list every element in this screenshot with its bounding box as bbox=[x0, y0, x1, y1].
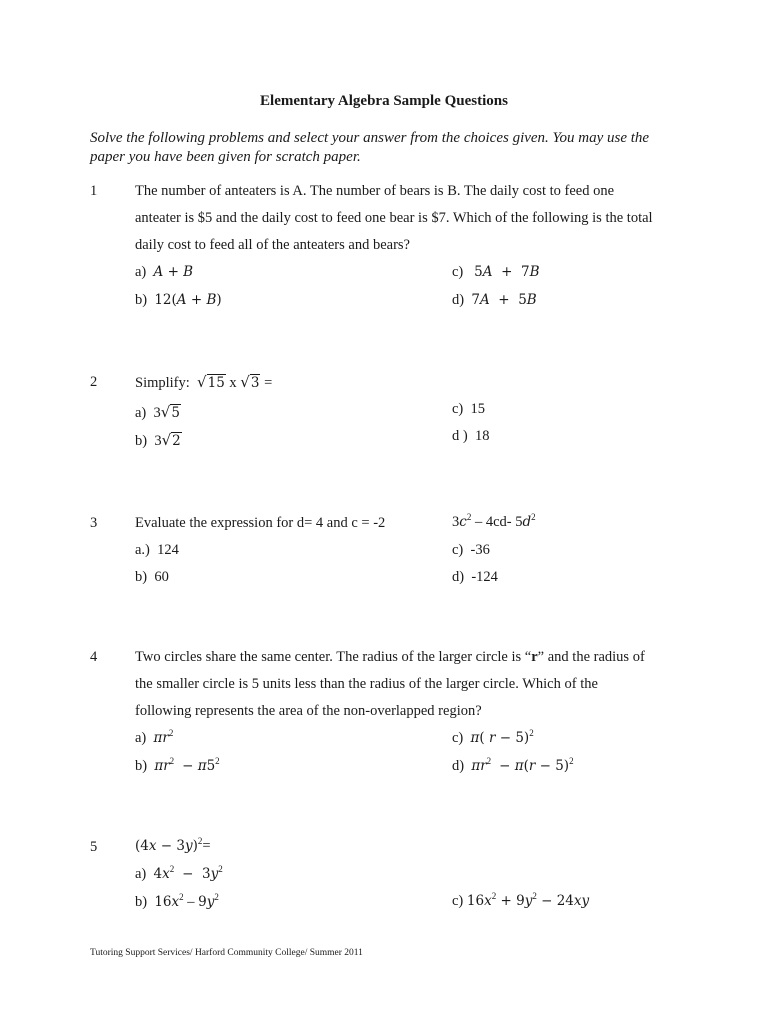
question-text-line: Two circles share the same center. The radius of the larger circle is “r” and the radius of bbox=[135, 649, 645, 665]
expression: $3c^2 - 4cd-$ $5d^2$ bbox=[452, 512, 536, 530]
instructions-line-1: Solve the following problems and select your answer from the choices given. You may use the bbox=[90, 130, 650, 146]
choice-label: c) bbox=[452, 264, 464, 280]
question-expression: $(4x - 3y)^2=$ bbox=[135, 836, 211, 854]
question-text-line: the smaller circle is 5 units less than the radius of the larger circle. Which of the bbox=[135, 676, 598, 692]
choice-b[interactable] bbox=[135, 292, 222, 309]
choice-expression: 5A + 7B bbox=[474, 264, 540, 280]
page-title: Elementary Algebra Sample Questions bbox=[260, 93, 508, 109]
choice-expression: A + B bbox=[153, 264, 194, 280]
choice-b[interactable]: b) 60 bbox=[135, 569, 169, 585]
question-text-line: The number of anteaters is A. The number of bears is B. The daily cost to feed one bbox=[135, 183, 615, 199]
choice-c[interactable]: c) 15 bbox=[452, 401, 486, 417]
page-footer: Tutoring Support Services/ Harford Community College/ Summer 2011 bbox=[90, 948, 363, 958]
choice-b[interactable]: b) $16x^2 - 9y^2$ bbox=[135, 892, 219, 910]
question-text-line: following represents the area of the non-overlapped region? bbox=[135, 703, 482, 719]
instructions-line-2: paper you have been given for scratch paper. bbox=[90, 149, 361, 165]
question-text-line: daily cost to feed all of the anteaters and bears? bbox=[135, 237, 410, 253]
choice-b[interactable]: b) 3√2 bbox=[135, 431, 181, 449]
choice-label: a) bbox=[135, 264, 147, 280]
question-number: 4 bbox=[90, 649, 98, 665]
question-number: 2 bbox=[90, 374, 98, 390]
choice-d[interactable]: d) $\pi r^2 - \pi(r - 5)^2$ bbox=[452, 756, 574, 774]
choice-d[interactable] bbox=[452, 292, 537, 309]
choice-c[interactable]: c) -36 bbox=[452, 542, 490, 558]
choice-expression: 7A + 5B bbox=[471, 292, 537, 308]
choice-a[interactable]: a.) 124 bbox=[135, 542, 179, 558]
choice-a[interactable] bbox=[135, 264, 193, 281]
choice-label: d) bbox=[452, 292, 465, 308]
choice-a[interactable]: a) 3√5 bbox=[135, 403, 180, 421]
choice-c[interactable]: c) π( r − 5)$^2$ bbox=[452, 728, 534, 746]
question-text: Simplify: √15 x √3 = bbox=[135, 373, 273, 391]
choice-c[interactable] bbox=[452, 264, 540, 281]
question-text-line: anteater is $5 and the daily cost to feed one bear is $7. Which of the following is the total bbox=[135, 210, 653, 226]
choice-expression: 12(A + B) bbox=[154, 292, 222, 308]
choice-b[interactable]: b) $\pi r^2 - \pi 5^2$ bbox=[135, 756, 220, 774]
choice-d[interactable]: d ) 18 bbox=[452, 428, 490, 444]
choice-label: b) bbox=[135, 292, 148, 308]
choice-c[interactable]: c) $16x^2 + 9y^2 - 24xy$ bbox=[452, 891, 590, 909]
choice-a[interactable]: a) $\pi r^2$ bbox=[135, 728, 174, 746]
choice-a[interactable]: a) $4x^2 - 3y^2$ bbox=[135, 864, 223, 882]
question-number: 3 bbox=[90, 515, 98, 531]
question-text: Evaluate the expression for d= 4 and c = -2 bbox=[135, 515, 386, 531]
question-number: 5 bbox=[90, 839, 98, 855]
choice-d[interactable]: d) -124 bbox=[452, 569, 498, 585]
question-number: 1 bbox=[90, 183, 98, 199]
